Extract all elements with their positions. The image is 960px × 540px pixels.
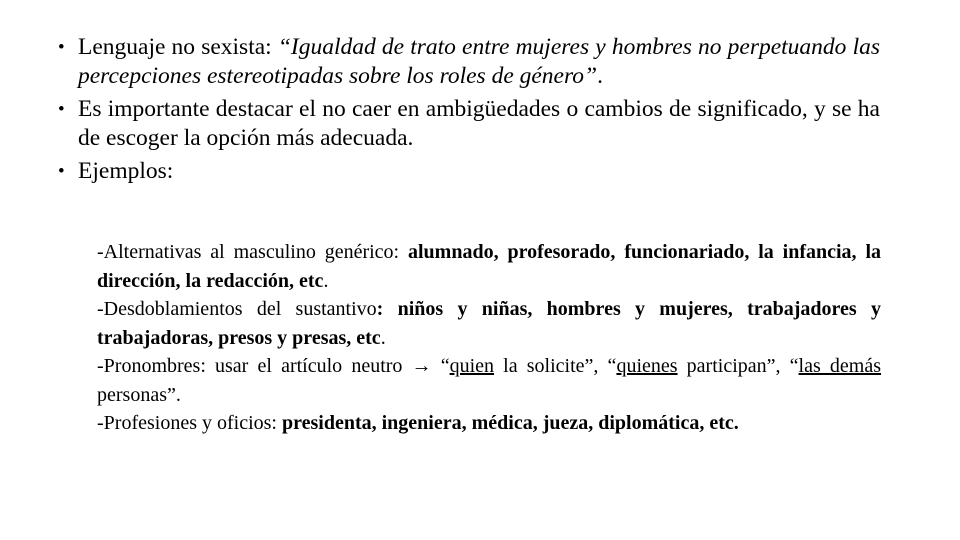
example-text: la solicite”, “ (494, 355, 617, 377)
example-professions (97, 409, 881, 438)
bullet-text: Ejemplos: (78, 158, 174, 184)
underlined-quien: quien (449, 355, 495, 377)
bullet-suffix: . (597, 63, 603, 89)
bullet-dot-icon: • (58, 99, 65, 120)
bullet-lenguaje-no-sexista (58, 33, 880, 91)
example-text: participan”, “ (677, 355, 799, 377)
underlined-las-demas: las demás (798, 355, 882, 377)
bullet-list (58, 33, 880, 190)
bullet-dot-icon: • (58, 161, 65, 182)
examples-list (97, 238, 881, 438)
example-label: -Desdoblamientos del sustantivo (97, 298, 377, 320)
bullet-ejemplos (58, 157, 880, 186)
example-end: . (323, 269, 329, 292)
example-label: -Pronombres: usar el artículo neutro → “ (97, 355, 450, 377)
example-bold-terms: alumnado, profesorado, funcionariado, la infancia, la dirección, la redacción, etc (97, 241, 882, 292)
example-alternatives (97, 238, 881, 295)
example-end: personas”. (97, 383, 181, 406)
example-splits (97, 295, 881, 352)
example-label: -Profesiones y oficios: (97, 412, 282, 434)
definition-quote: “Igualdad de trato entre mujeres y hombres no perpetuando las percepciones estereotipadas sobre los roles de género” (78, 34, 880, 89)
bullet-dot-icon: • (58, 37, 65, 58)
example-bold-terms: presidenta, ingeniera, médica, jueza, diplomática, etc. (281, 412, 739, 434)
bullet-text: Es importante destacar el no caer en ambigüedades o cambios de significado, y se ha de escoger la opción más adecuada. (78, 96, 880, 151)
example-end: . (380, 326, 386, 349)
example-bold-terms: niños y niñas, hombres y mujeres, trabajadores y trabajadoras, presos y presas, etc (97, 298, 881, 349)
example-colon: : (376, 298, 398, 320)
bullet-ambiguedades (58, 95, 880, 153)
example-pronouns (97, 352, 881, 409)
bullet-prefix: Lenguaje no sexista: (78, 34, 278, 60)
example-label: -Alternativas al masculino genérico: (97, 241, 408, 263)
underlined-quienes: quienes (616, 355, 678, 377)
